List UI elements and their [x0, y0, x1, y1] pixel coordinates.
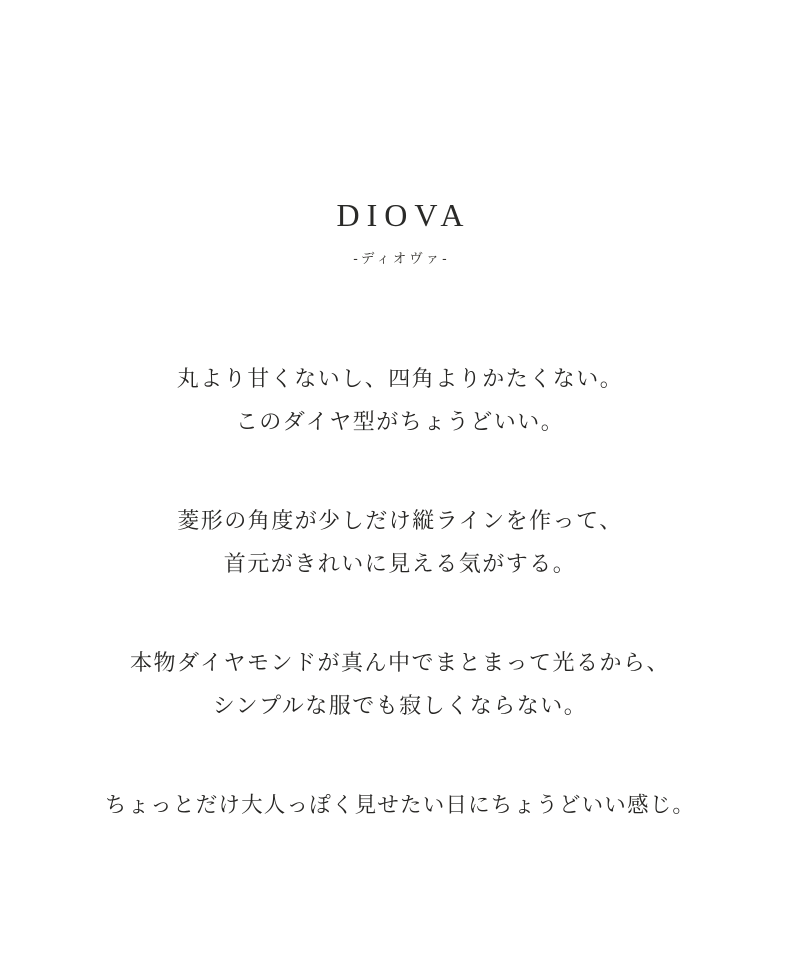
copy-stanza: [0, 359, 800, 445]
copy-stanza: [0, 501, 800, 587]
copy-line: ちょっとだけ大人っぽく見せたい日にちょうどいい感じ。: [104, 792, 696, 818]
body-copy: [0, 359, 800, 826]
copy-line: このダイヤ型がちょうどいい。: [235, 410, 565, 436]
copy-line: 菱形の角度が少しだけ縦ラインを作って、: [177, 508, 623, 534]
brand-name: DIOVA: [336, 197, 471, 233]
copy-line: 本物ダイヤモンドが真ん中でまとまって光るから、: [129, 650, 671, 676]
copy-line: シンプルな服でも寂しくならない。: [212, 693, 588, 719]
copy-line: 丸より甘くないし、四角よりかたくない。: [176, 367, 624, 393]
copy-line: 首元がきれいに見える気がする。: [223, 551, 577, 577]
brand-block: [0, 198, 800, 267]
brand-reading: -ディオヴァ-: [353, 251, 450, 268]
copy-stanza: [0, 643, 800, 729]
copy-stanza: [0, 785, 800, 827]
